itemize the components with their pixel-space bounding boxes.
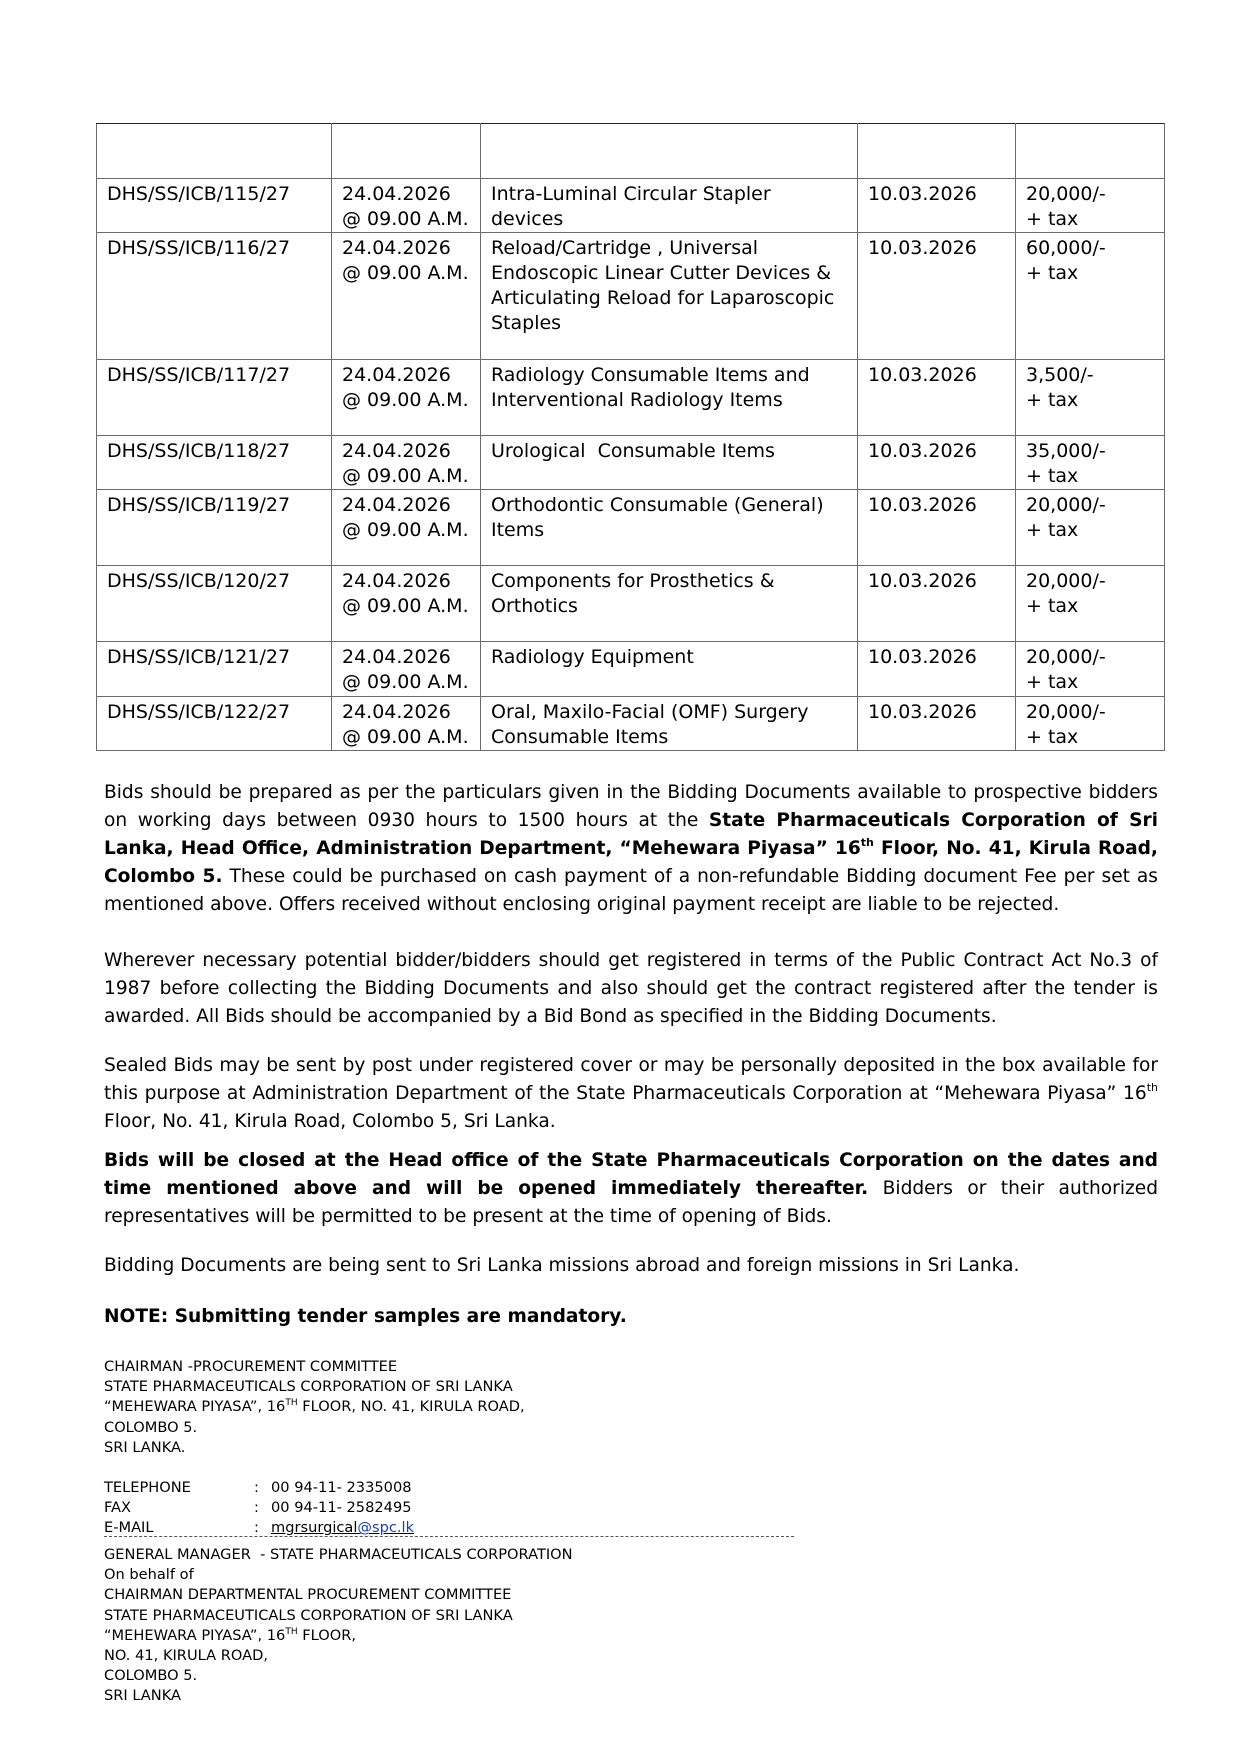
issue-date-cell: 10.03.2026 xyxy=(858,179,1016,233)
telephone-row xyxy=(104,1478,414,1498)
closing-date: 24.04.2026 xyxy=(342,183,451,205)
chairman-address-block xyxy=(104,1357,525,1458)
issue-date-cell: 10.03.2026 xyxy=(858,436,1016,490)
chairman-line: COLOMBO 5. xyxy=(104,1418,198,1436)
gm-superscript: TH xyxy=(285,1626,298,1637)
separator: : xyxy=(254,1499,259,1517)
p1-text-end: These could be purchased on cash payment of a non-refundable Bidding document Fee per set as mentioned above. Offers received without enclosing original payment receipt are liable to be rejected. xyxy=(104,866,1158,915)
closing-time: @ 09.00 A.M. xyxy=(342,465,469,487)
email-user: mgrsurgical xyxy=(271,1519,358,1537)
closing-cell xyxy=(332,642,481,697)
fee-amount: 20,000/- xyxy=(1026,494,1106,516)
closing-cell xyxy=(332,360,481,436)
fee-cell xyxy=(1016,697,1165,751)
gm-line-part: “MEHEWARA PIYASA”, 16 xyxy=(104,1626,286,1644)
chairman-superscript: TH xyxy=(285,1398,298,1409)
chairman-line: STATE PHARMACEUTICALS CORPORATION OF SRI LANKA xyxy=(104,1378,513,1396)
item-cell: Radiology Consumable Items and Interventional Radiology Items xyxy=(481,360,858,436)
fax-label: FAX xyxy=(104,1499,132,1517)
item-cell: Intra-Luminal Circular Stapler devices xyxy=(481,179,858,233)
fee-tax: + tax xyxy=(1026,208,1079,230)
table-row xyxy=(97,360,1165,436)
header-cell-issue xyxy=(858,124,1016,179)
closing-date: 24.04.2026 xyxy=(342,440,451,462)
fee-cell xyxy=(1016,436,1165,490)
issue-date-cell: 10.03.2026 xyxy=(858,360,1016,436)
item-cell: Components for Prosthetics & Orthotics xyxy=(481,566,858,642)
table-row xyxy=(97,566,1165,642)
p3-superscript: th xyxy=(1146,1081,1158,1094)
header-cell-closing xyxy=(332,124,481,179)
chairman-line-part: FLOOR, NO. 41, KIRULA ROAD, xyxy=(297,1398,525,1416)
paragraph-bidding-documents xyxy=(104,779,1158,919)
table-row xyxy=(97,436,1165,490)
separator: : xyxy=(254,1479,259,1496)
closing-time: @ 09.00 A.M. xyxy=(342,671,469,693)
header-cell-item xyxy=(481,124,858,179)
closing-cell xyxy=(332,697,481,751)
fee-amount: 20,000/- xyxy=(1026,570,1106,592)
item-cell: Urological Consumable Items xyxy=(481,436,858,490)
fee-cell xyxy=(1016,233,1165,360)
gm-line: GENERAL MANAGER - STATE PHARMACEUTICALS CORPORATION xyxy=(104,1546,573,1563)
p3-text-end: Floor, No. 41, Kirula Road, Colombo 5, Sri Lanka. xyxy=(104,1111,556,1132)
gm-line: SRI LANKA xyxy=(104,1687,182,1705)
item-cell: Orthodontic Consumable (General) Items xyxy=(481,490,858,566)
fee-tax: + tax xyxy=(1026,726,1079,748)
issue-date-cell: 10.03.2026 xyxy=(858,697,1016,751)
header-cell-fee xyxy=(1016,124,1165,179)
chairman-line: CHAIRMAN -PROCUREMENT COMMITTEE xyxy=(104,1358,398,1375)
ref-cell: DHS/SS/ICB/116/27 xyxy=(97,233,332,360)
paragraph-registration: Wherever necessary potential bidder/bidders should get registered in terms of the Public Contract Act No.3 of 1987 before collecting the Bidding Documents and also should get the contract registered after the tender is awarded. All Bids should be accompanied by a Bid Bond as specified in the Bidding Documents. xyxy=(104,950,1158,1027)
fee-tax: + tax xyxy=(1026,595,1079,617)
closing-cell xyxy=(332,436,481,490)
gm-line: STATE PHARMACEUTICALS CORPORATION OF SRI LANKA xyxy=(104,1606,513,1624)
closing-time: @ 09.00 A.M. xyxy=(342,726,469,748)
ref-cell: DHS/SS/ICB/122/27 xyxy=(97,697,332,751)
gm-line: On behalf of xyxy=(104,1566,194,1584)
telephone-value: 00 94-11- 2335008 xyxy=(271,1479,412,1496)
fee-amount: 3,500/- xyxy=(1026,364,1094,386)
closing-date: 24.04.2026 xyxy=(342,494,451,516)
closing-time: @ 09.00 A.M. xyxy=(342,389,469,411)
item-cell: Oral, Maxilo-Facial (OMF) Surgery Consumable Items xyxy=(481,697,858,751)
paragraph-bid-closing xyxy=(104,1147,1158,1231)
closing-cell xyxy=(332,566,481,642)
fee-cell xyxy=(1016,642,1165,697)
email-label: E-MAIL xyxy=(104,1519,154,1537)
p1-superscript: th xyxy=(860,836,874,849)
chairman-line-part: “MEHEWARA PIYASA”, 16 xyxy=(104,1398,286,1416)
table-row xyxy=(97,490,1165,566)
email-domain: @spc.lk xyxy=(357,1519,415,1537)
ref-cell: DHS/SS/ICB/118/27 xyxy=(97,436,332,490)
gm-line-part: FLOOR, xyxy=(297,1626,357,1644)
fee-amount: 20,000/- xyxy=(1026,183,1106,205)
telephone-label: TELEPHONE xyxy=(104,1479,191,1496)
general-manager-block xyxy=(104,1545,573,1707)
ref-cell: DHS/SS/ICB/115/27 xyxy=(97,179,332,233)
chairman-line xyxy=(104,1397,525,1417)
paragraph-missions: Bidding Documents are being sent to Sri Lanka missions abroad and foreign missions in Sri Lanka. xyxy=(104,1255,1020,1276)
table-header-row xyxy=(97,124,1165,179)
fax-row xyxy=(104,1498,414,1518)
gm-line xyxy=(104,1626,573,1646)
issue-date-cell: 10.03.2026 xyxy=(858,642,1016,697)
closing-time: @ 09.00 A.M. xyxy=(342,519,469,541)
p1-bold-address-end: Floor, No. 41, Kirula Road, Colombo 5. xyxy=(104,838,1158,887)
fee-cell xyxy=(1016,490,1165,566)
contact-block xyxy=(104,1478,414,1539)
closing-time: @ 09.00 A.M. xyxy=(342,595,469,617)
fee-tax: + tax xyxy=(1026,519,1079,541)
issue-date-cell: 10.03.2026 xyxy=(858,566,1016,642)
p1-text: Bids should be prepared as per the particulars given in the Bidding Documents available to prospective bidders on working days between 0930 hours to 1500 hours at the xyxy=(104,782,1158,831)
closing-time: @ 09.00 A.M. xyxy=(342,208,469,230)
header-cell-ref xyxy=(97,124,332,179)
gm-line: NO. 41, KIRULA ROAD, xyxy=(104,1647,268,1665)
fee-tax: + tax xyxy=(1026,465,1079,487)
issue-date-cell: 10.03.2026 xyxy=(858,233,1016,360)
p1-bold-address: State Pharmaceuticals Corporation of Sri Lanka, Head Office, Administration Department, “Mehewara Piyasa” 16 xyxy=(104,810,1159,859)
separator-line xyxy=(104,1536,794,1537)
chairman-line: SRI LANKA. xyxy=(104,1438,186,1456)
closing-cell xyxy=(332,233,481,360)
fee-amount: 20,000/- xyxy=(1026,701,1106,723)
closing-date: 24.04.2026 xyxy=(342,646,451,668)
ref-cell: DHS/SS/ICB/121/27 xyxy=(97,642,332,697)
fee-tax: + tax xyxy=(1026,671,1079,693)
fee-amount: 20,000/- xyxy=(1026,646,1106,668)
closing-cell xyxy=(332,179,481,233)
p4-text: Bidders or their authorized representatives will be permitted to be present at the time of opening of Bids. xyxy=(104,1178,1158,1227)
fee-tax: + tax xyxy=(1026,262,1079,284)
fee-tax: + tax xyxy=(1026,389,1079,411)
item-cell: Radiology Equipment xyxy=(481,642,858,697)
separator: : xyxy=(254,1519,259,1537)
tender-table xyxy=(96,123,1165,751)
gm-line: COLOMBO 5. xyxy=(104,1667,198,1685)
table-row xyxy=(97,697,1165,751)
closing-time: @ 09.00 A.M. xyxy=(342,262,469,284)
fee-cell xyxy=(1016,566,1165,642)
ref-cell: DHS/SS/ICB/117/27 xyxy=(97,360,332,436)
closing-date: 24.04.2026 xyxy=(342,364,451,386)
item-cell: Reload/Cartridge , Universal Endoscopic Linear Cutter Devices & Articulating Reload for Laparoscopic Staples xyxy=(481,233,858,360)
fax-value: 00 94-11- 2582495 xyxy=(271,1499,412,1517)
closing-date: 24.04.2026 xyxy=(342,701,451,723)
p4-bold: Bids will be closed at the Head office of the State Pharmaceuticals Corporation on the dates and time mentioned above and will be opened immediately thereafter. xyxy=(104,1150,1158,1199)
fee-cell xyxy=(1016,360,1165,436)
closing-date: 24.04.2026 xyxy=(342,237,451,259)
fee-cell xyxy=(1016,179,1165,233)
table-row xyxy=(97,233,1165,360)
closing-cell xyxy=(332,490,481,566)
ref-cell: DHS/SS/ICB/119/27 xyxy=(97,490,332,566)
issue-date-cell: 10.03.2026 xyxy=(858,490,1016,566)
paragraph-sealed-bids xyxy=(104,1052,1158,1136)
ref-cell: DHS/SS/ICB/120/27 xyxy=(97,566,332,642)
fee-amount: 60,000/- xyxy=(1026,237,1106,259)
table-row xyxy=(97,179,1165,233)
note-mandatory-samples: NOTE: Submitting tender samples are mandatory. xyxy=(104,1306,627,1327)
p3-text: Sealed Bids may be sent by post under registered cover or may be personally deposited in the box available for this purpose at Administration Department of the State Pharmaceuticals Corporation at “Mehewara Piyasa” 16 xyxy=(104,1055,1158,1104)
table-row xyxy=(97,642,1165,697)
closing-date: 24.04.2026 xyxy=(342,570,451,592)
fee-amount: 35,000/- xyxy=(1026,440,1106,462)
gm-line: CHAIRMAN DEPARTMENTAL PROCUREMENT COMMITTEE xyxy=(104,1586,512,1604)
